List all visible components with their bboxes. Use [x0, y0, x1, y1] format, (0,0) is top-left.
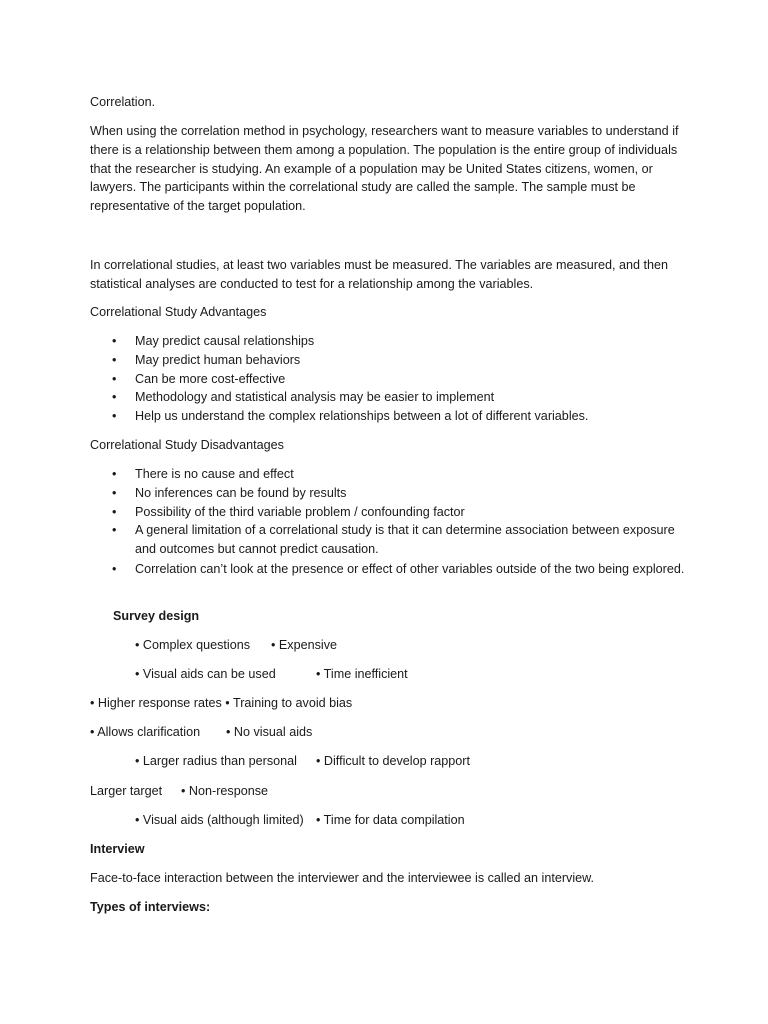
list-item: • Can be more cost-effective [90, 370, 690, 389]
bullet-icon: • [112, 334, 117, 348]
advantages-list [90, 332, 690, 426]
studies-paragraph: In correlational studies, at least two variables must be measured. The variables are measured, and then statistical analyses are conducted to test for a relationship among the variables. [90, 258, 668, 291]
list-item: • Methodology and statistical analysis may be easier to implement [90, 388, 690, 407]
bullet-icon: • [112, 352, 117, 367]
list-item: • There is no cause and effect [90, 465, 690, 484]
intro-paragraph: When using the correlation method in psychology, researchers want to measure variables to understand if there is a relationship between them among a population. The population is the entire group of individuals that the researcher is studying. An example of a population may be United States citizens, women, or lawyers. The participants within the correlational study are called the sample. The sample must be representative of the target population. [90, 124, 679, 214]
list-item: • Possibility of the third variable problem / confounding factor [90, 503, 690, 522]
list-item: • A general limitation of a correlational study is that it can determine association between exposure and outcomes but cannot predict causation. [112, 523, 675, 557]
disadvantages-list [90, 465, 690, 579]
document-page: Correlation. When using the correlation method in psychology, researchers want to measure variables to understand if there is a relationship between them among a population. The population is the entire group of individuals that the researcher is studying. An example of a population may be United States citizens, women, or lawyers. The participants within the correlational study are called the sample. The sample must be representative of the target population. In correlational studies, at least two variables must be measured. The variables are measured, and then statistical analyses are conducted to test for a relationship among the variables. Correlational Study Advantages • May predict causal relationships • May predict human behaviors • Can be more cost-effective • Methodology and statistical analysis may be easier to implement • Help us understand the complex relationships between a lot of different variables. Correlational Study Disadvantages • There is no cause and effect • No inferences can be found by results • Possibility of the third variable problem / confounding factor • A general limitation of a correlational study is that it can determine association between exposure and outcomes but cannot predict causation. • Correlation can’t look at the presence or effect of other variables outside of the two being explored. Survey design • Complex questions • Expensive • Visual aids can be used • Time inefficient • Higher response rates • Training to avoid bias • Allows clarification • No visual aids • Larger radius than personal • Difficult to develop rapport Larger target • Non-response • Visual aids (although limited) • Time for data compilation Interview Face-to-face interaction between the interviewer and the interviewee is called an interview. Types of interviews: [0, 0, 768, 1024]
advantages-heading: Correlational Study Advantages [90, 305, 267, 319]
interview-heading: Interview [90, 842, 145, 856]
bullet-icon: • [112, 409, 117, 424]
list-item: • Help us understand the complex relationships between a lot of different variables. [90, 407, 690, 426]
bullet-icon: • [112, 390, 117, 405]
types-of-interviews-heading: Types of interviews: [90, 900, 211, 914]
bullet-icon: • [112, 467, 117, 481]
bullet-icon: • [112, 561, 117, 576]
interview-paragraph: Face-to-face interaction between the interviewer and the interviewee is called an interview. [90, 871, 595, 885]
list-item: • May predict causal relationships [90, 332, 690, 351]
list-item: • No inferences can be found by results [90, 484, 690, 503]
document-title: Correlation. [90, 95, 156, 109]
survey-design-heading: Survey design [113, 609, 200, 623]
bullet-icon: • [112, 523, 117, 538]
disadvantages-heading: Correlational Study Disadvantages [90, 438, 284, 452]
bullet-icon: • [112, 485, 117, 500]
bullet-icon: • [112, 504, 117, 519]
list-item: • May predict human behaviors [90, 351, 690, 370]
list-item: • Correlation can’t look at the presence or effect of other variables outside of the two being explored. [90, 560, 690, 579]
bullet-icon: • [112, 371, 117, 386]
